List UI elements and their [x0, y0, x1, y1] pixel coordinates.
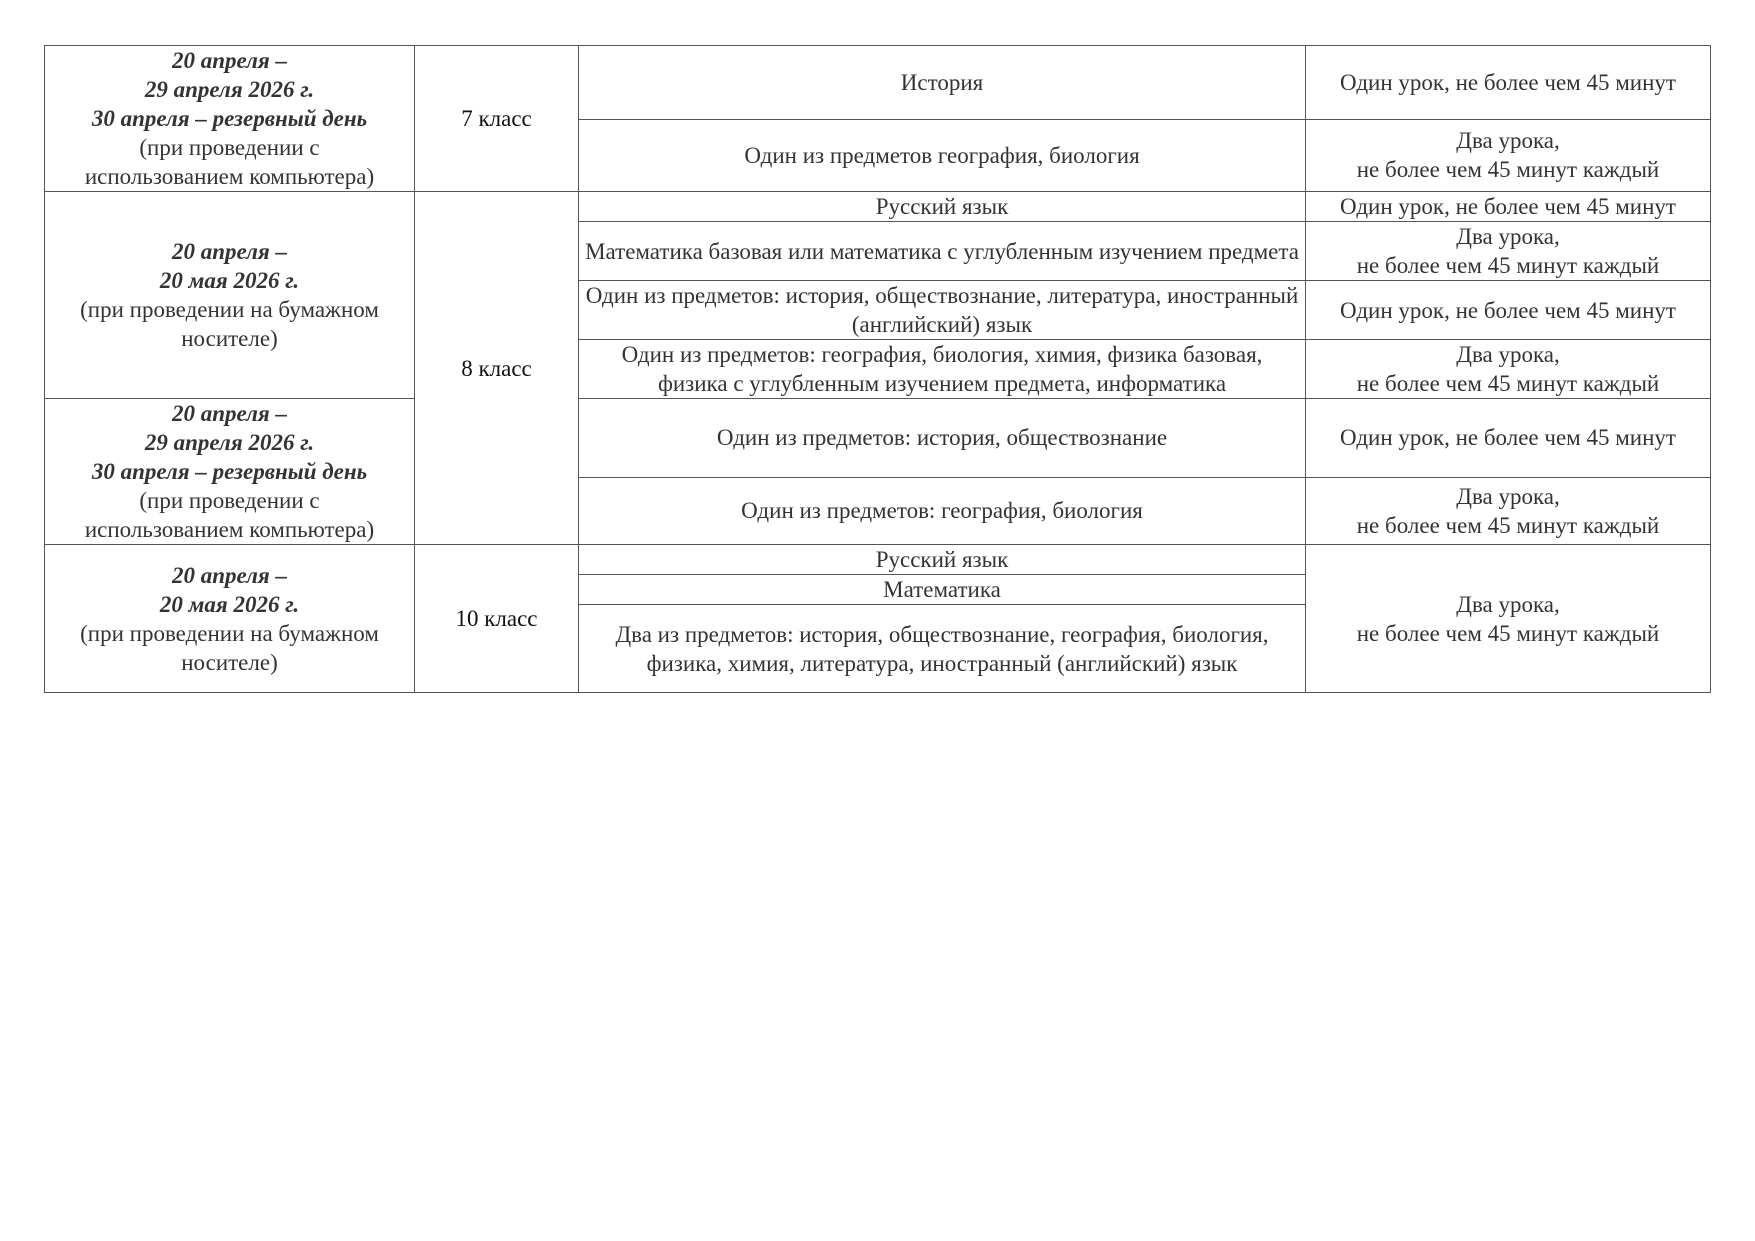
period-cell: [45, 192, 415, 399]
subject-cell: Один из предметов: история, обществознание, литература, иностранный (английский) язык: [579, 281, 1306, 340]
subject-cell: Один из предметов: география, биология: [579, 477, 1306, 544]
period-cell: [45, 545, 415, 693]
table-row: [45, 399, 1711, 478]
duration-line: Два урока,: [1456, 591, 1560, 617]
subject-cell: Один из предметов география, биология: [579, 119, 1306, 192]
duration-line: Два урока,: [1456, 483, 1560, 509]
table-row: [45, 545, 1711, 575]
duration-cell: [1306, 340, 1711, 399]
subject-cell: Два из предметов: история, обществознание, география, биология, физика, химия, литература, иностранный (английский) язык: [579, 605, 1306, 693]
table-row: [45, 192, 1711, 222]
period-note: (при проведении с: [139, 488, 320, 513]
duration-line: не более чем 45 минут каждый: [1356, 620, 1660, 646]
period-note: носителе): [181, 326, 278, 351]
period-dates: 20 апреля –: [171, 48, 288, 73]
period-note: использованием компьютера): [84, 164, 375, 189]
period-dates: 20 мая 2026 г.: [159, 268, 300, 293]
period-dates: 20 мая 2026 г.: [159, 591, 300, 617]
period-dates: 20 апреля –: [171, 401, 288, 426]
exam-schedule-table: [44, 45, 1711, 693]
period-dates: 29 апреля 2026 г.: [144, 77, 315, 102]
subject-cell: Один из предметов: история, обществознание: [579, 399, 1306, 478]
duration-line: не более чем 45 минут каждый: [1356, 512, 1660, 538]
grade-cell: 7 класс: [415, 46, 579, 192]
period-reserve-day: 30 апреля – резервный день: [91, 106, 368, 131]
duration-cell: [1306, 222, 1711, 281]
subject-cell: Русский язык: [579, 545, 1306, 575]
duration-cell: Один урок, не более чем 45 минут: [1306, 399, 1711, 478]
subject-cell: Математика: [579, 575, 1306, 605]
duration-line: не более чем 45 минут каждый: [1356, 253, 1660, 278]
period-note: (при проведении на бумажном: [80, 620, 379, 646]
duration-cell: Один урок, не более чем 45 минут: [1306, 192, 1711, 222]
table-row: [45, 46, 1711, 120]
grade-cell: 8 класс: [415, 192, 579, 545]
period-dates: 20 апреля –: [171, 562, 288, 588]
duration-cell: Один урок, не более чем 45 минут: [1306, 281, 1711, 340]
subject-cell: История: [579, 46, 1306, 120]
grade-cell: 10 класс: [415, 545, 579, 693]
period-note: носителе): [181, 649, 278, 675]
duration-line: Два урока,: [1456, 128, 1560, 154]
duration-cell: Один урок, не более чем 45 минут: [1306, 46, 1711, 120]
period-note: (при проведении на бумажном: [80, 297, 379, 322]
duration-line: Два урока,: [1456, 224, 1560, 249]
period-dates: 20 апреля –: [171, 239, 288, 264]
period-reserve-day: 30 апреля – резервный день: [91, 459, 368, 484]
duration-line: не более чем 45 минут каждый: [1356, 371, 1660, 396]
duration-cell: [1306, 119, 1711, 192]
subject-cell: Математика базовая или математика с углубленным изучением предмета: [579, 222, 1306, 281]
duration-line: Два урока,: [1456, 342, 1560, 367]
subject-cell: Один из предметов: география, биология, химия, физика базовая, физика с углубленным изучением предмета, информатика: [579, 340, 1306, 399]
period-cell: [45, 399, 415, 545]
period-cell: [45, 46, 415, 192]
subject-cell: Русский язык: [579, 192, 1306, 222]
period-note: использованием компьютера): [84, 517, 375, 542]
period-note: (при проведении с: [139, 135, 320, 160]
period-dates: 29 апреля 2026 г.: [144, 430, 315, 455]
duration-cell: [1306, 545, 1711, 693]
duration-line: не более чем 45 минут каждый: [1356, 157, 1660, 183]
duration-cell: [1306, 477, 1711, 544]
